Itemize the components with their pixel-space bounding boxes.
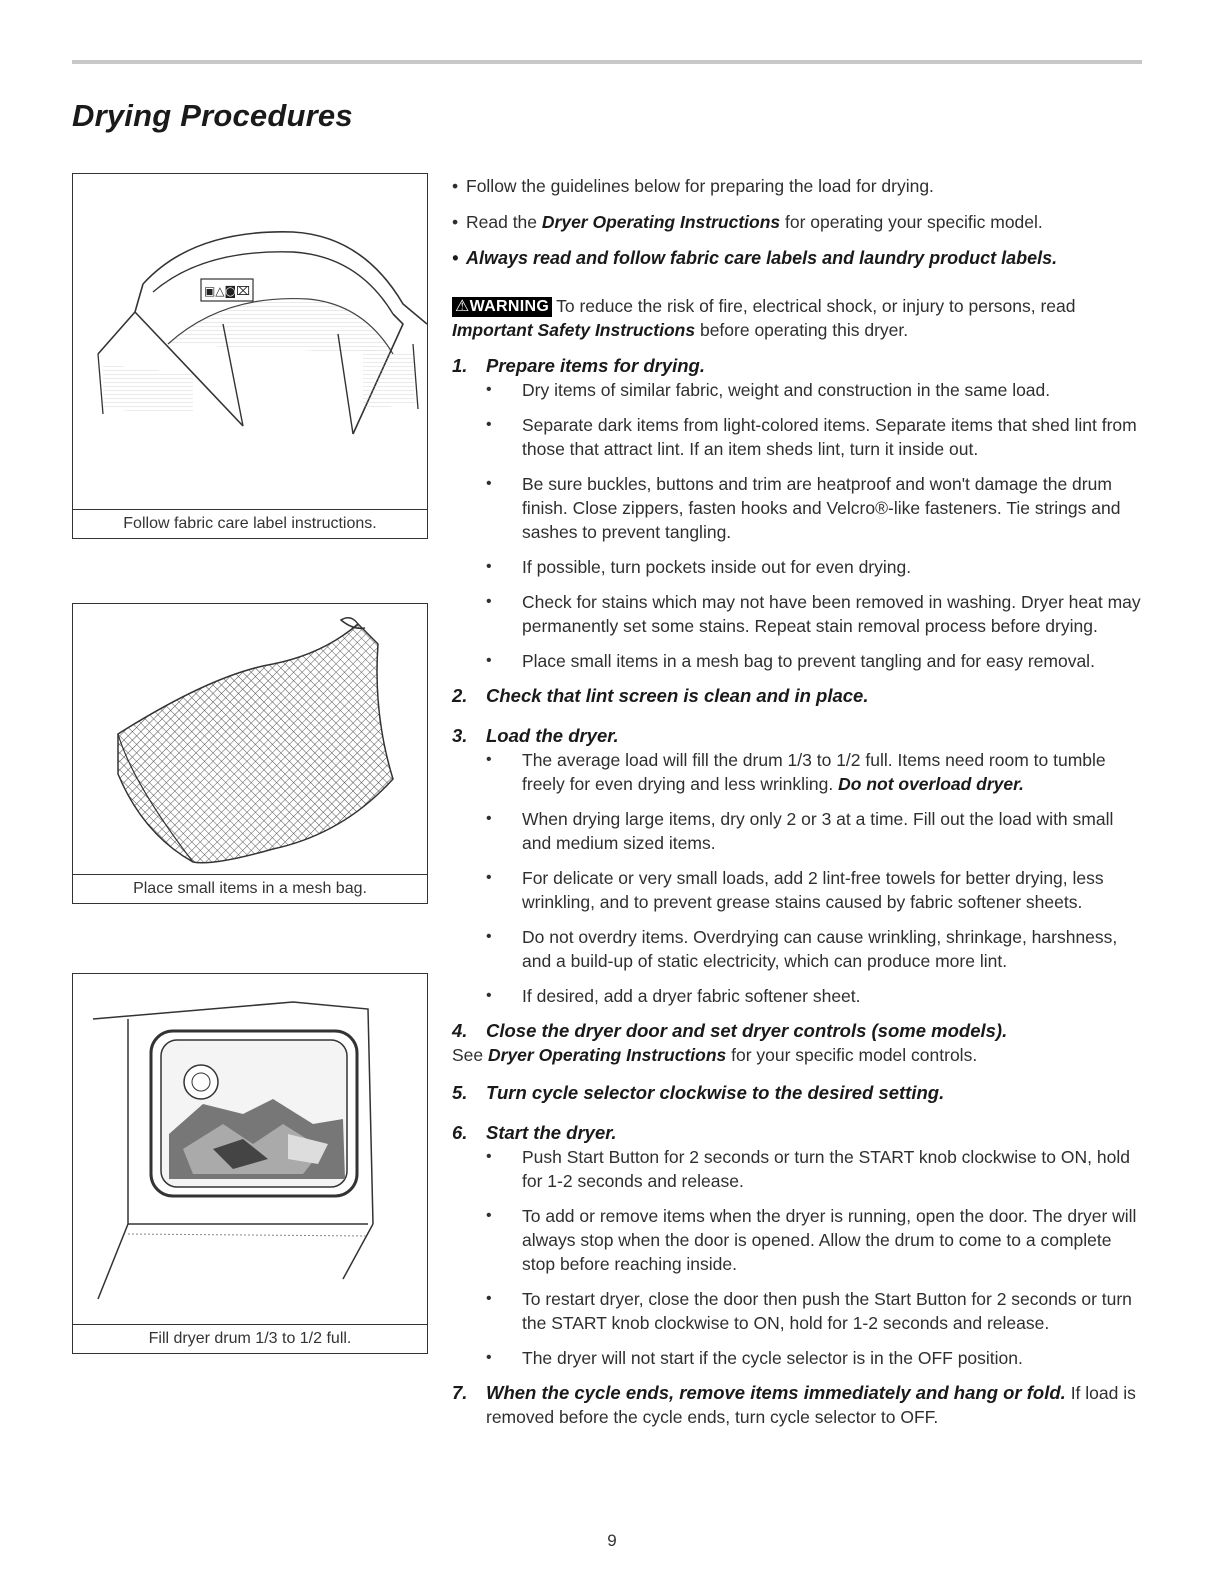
- step-3: 3. Load the dryer. • The average load will fill the drum 1/3 to 1/2 full. Items need room to tumble freely for even drying and less wrinkling. Do not overload dryer. • When drying large items, dry only 2 or 3 at a time. Fill out the load with small and medium sized items. • For delicate or very small loads, add 2 lint-free towels for better drying, less wrinkling, and to prevent grease stains caused by fabric softener sheets. • Do not overdry items. Overdrying can cause wrinkling, shrinkage, harshness, and a build-up of static electricity, which can produce more lint. • If desired, add a dryer fabric softener sheet.: [452, 724, 1142, 1008]
- list-item: • Check for stains which may not have been removed in washing. Dryer heat may permanently set some stains. Repeat stain removal process before drying.: [452, 590, 1142, 638]
- intro-bullet-emphasis: • Always read and follow fabric care labels and laundry product labels.: [452, 248, 1058, 268]
- list-item: • Place small items in a mesh bag to prevent tangling and for easy removal.: [452, 649, 1142, 673]
- list-item: • For delicate or very small loads, add 2 lint-free towels for better drying, less wrinkling, and to prevent grease stains caused by fabric softener sheets.: [452, 866, 1142, 914]
- list-item: • If desired, add a dryer fabric softener sheet.: [452, 984, 1142, 1008]
- list-item: • Do not overdry items. Overdrying can cause wrinkling, shrinkage, harshness, and a build-up of static electricity, which can produce more lint.: [452, 925, 1142, 973]
- step-4: 4. Close the dryer door and set dryer controls (some models). See Dryer Operating Instructions for your specific model controls.: [452, 1019, 1142, 1067]
- list-item: • Separate dark items from light-colored items. Separate items that shed lint from those that attract lint. If an item sheds lint, turn it inside out.: [452, 413, 1142, 461]
- step-1-list: [452, 378, 1142, 673]
- intro-bullet: • Follow the guidelines below for preparing the load for drying.: [452, 176, 934, 196]
- step-2: 2. Check that lint screen is clean and in place.: [452, 685, 869, 706]
- step-6-list: [452, 1145, 1142, 1370]
- figure-dryer-drum: [72, 973, 428, 1354]
- list-item: • If possible, turn pockets inside out for even drying.: [452, 555, 1142, 579]
- emphasis: Dryer Operating Instructions: [541, 212, 781, 232]
- emphasis: Dryer Operating Instructions: [488, 1045, 727, 1065]
- figure-care-label: [72, 173, 428, 539]
- step-4-detail: See Dryer Operating Instructions for your specific model controls.: [452, 1045, 978, 1065]
- shirt-collar-illustration: [73, 174, 427, 510]
- figure-mesh-bag: [72, 603, 428, 904]
- mesh-bag-illustration: [73, 604, 427, 875]
- list-item: • When drying large items, dry only 2 or 3 at a time. Fill out the load with small and medium sized items.: [452, 807, 1142, 855]
- top-rule: [72, 60, 1142, 64]
- emphasis: Important Safety Instructions: [452, 320, 696, 340]
- list-item: • Be sure buckles, buttons and trim are heatproof and won't damage the drum finish. Close zippers, fasten hooks and Velcro®-like fasteners. Tie strings and sashes to prevent tangling.: [452, 472, 1142, 544]
- list-item: • Dry items of similar fabric, weight and construction in the same load.: [452, 378, 1142, 402]
- step-6: 6. Start the dryer. • Push Start Button for 2 seconds or turn the START knob clockwise to ON, hold for 1-2 seconds and release. • To add or remove items when the dryer is running, open the door. The dryer will always stop when the door is opened. Allow the drum to come to a complete stop before reaching inside. • To restart dryer, close the door then push the Start Button for 2 seconds or turn the START knob clockwise to ON, hold for 1-2 seconds and release. • The dryer will not start if the cycle selector is in the OFF position.: [452, 1121, 1142, 1370]
- step-5: 5. Turn cycle selector clockwise to the desired setting.: [452, 1082, 945, 1103]
- warning-badge: ⚠WARNING: [452, 297, 552, 317]
- intro-bullet: • Read the Dryer Operating Instructions for operating your specific model.: [452, 212, 1043, 232]
- dryer-drum-illustration: [73, 974, 427, 1325]
- svg-text:▣△◙⌧: ▣△◙⌧: [203, 284, 251, 298]
- page-number: 9: [607, 1531, 617, 1550]
- step-3-list: [452, 748, 1142, 1008]
- emphasis: Do not overload dryer.: [838, 774, 1024, 794]
- list-item: • Push Start Button for 2 seconds or turn the START knob clockwise to ON, hold for 1-2 seconds and release.: [452, 1145, 1142, 1193]
- figure-caption: Place small items in a mesh bag.: [133, 880, 367, 897]
- figure-caption: Fill dryer drum 1/3 to 1/2 full.: [148, 1330, 352, 1347]
- page-title: Drying Procedures: [72, 98, 353, 133]
- figure-caption: Follow fabric care label instructions.: [123, 515, 377, 532]
- list-item: • To add or remove items when the dryer is running, open the door. The dryer will always stop when the door is opened. Allow the drum to come to a complete stop before reaching inside.: [452, 1204, 1142, 1276]
- warning-triangle-icon: ⚠: [455, 298, 470, 315]
- list-item: • To restart dryer, close the door then push the Start Button for 2 seconds or turn the START knob clockwise to ON, hold for 1-2 seconds and release.: [452, 1287, 1142, 1335]
- instructions-column: [452, 174, 1142, 1429]
- step-7: 7. When the cycle ends, remove items immediately and hang or fold. If load is removed before the cycle ends, turn cycle selector to OFF.: [452, 1382, 1136, 1427]
- list-item: • The dryer will not start if the cycle selector is in the OFF position.: [452, 1346, 1142, 1370]
- step-1: 1. Prepare items for drying. • Dry items of similar fabric, weight and construction in the same load. • Separate dark items from light-colored items. Separate items that shed lint from those that attract lint. If an item sheds lint, turn it inside out. • Be sure buckles, buttons and trim are heatproof and won't damage the drum finish. Close zippers, fasten hooks and Velcro®-like fasteners. Tie strings and sashes to prevent tangling. • If possible, turn pockets inside out for even drying. • Check for stains which may not have been removed in washing. Dryer heat may permanently set some stains. Repeat stain removal process before drying. • Place small items in a mesh bag to prevent tangling and for easy removal.: [452, 354, 1142, 673]
- warning-notice: ⚠WARNING To reduce the risk of fire, electrical shock, or injury to persons, read Important Safety Instructions before operating this dryer.: [452, 296, 1076, 340]
- list-item: • The average load will fill the drum 1/3 to 1/2 full. Items need room to tumble freely for even drying and less wrinkling. Do not overload dryer.: [452, 748, 1142, 796]
